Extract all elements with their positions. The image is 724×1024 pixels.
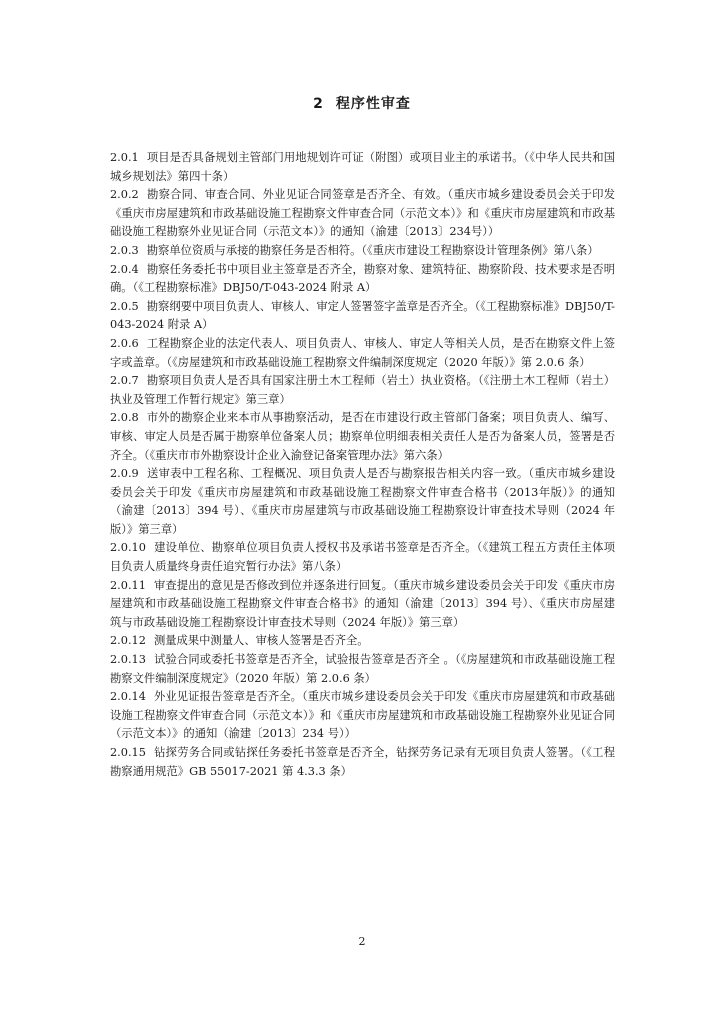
clause-code: 2.0.12 [110,634,146,648]
clause-text: 外业见证报告签章是否齐全。（重庆市城乡建设委员会关于印发《重庆市房屋建筑和市政基础设施工程勘察文件审查合同（示范文本）》和《重庆市房屋建筑和市政基础设施工程勘察外业见证合同（示范文本）》的通知（渝建〔2013〕234 号）） [110,690,615,741]
clause-text: 测量成果中测量人、审核人签署是否齐全。 [153,634,369,648]
clause-text: 送审表中工程名称、工程概况、项目负责人是否与勘察报告相关内容一致。（重庆市城乡建设委员会关于印发《重庆市房屋建筑和市政基础设施工程勘察文件审查合格书（2013年版）》的通知（渝建〔2013〕394 号）、《重庆市房屋建筑与市政基础设施工程勘察设计审查技术导则（2024 年版）》第三章） [110,467,615,536]
clause-text: 审查提出的意见是否修改到位并逐条进行回复。（重庆市城乡建设委员会关于印发《重庆市房屋建筑和市政基础设施工程勘察文件审查合格书》的通知（渝建〔2013〕394 号）、《重庆市房屋建筑与市政基础设施工程勘察设计审查技术导则（2024 年版）》第三章） [110,578,615,629]
clause-2-0-4 [110,261,615,298]
clause-code: 2.0.6 [110,336,139,350]
clause-text: 试验合同或委托书签章是否齐全，试验报告签章是否齐全 。（《房屋建筑和市政基础设施工程勘察文件编制深度规定》（2020 年版）第 2.0.6 条） [110,653,615,685]
section-number: 2 [313,96,324,112]
clause-2-0-5 [110,298,615,335]
page-number: 2 [358,935,366,948]
clause-code: 2.0.9 [110,467,139,481]
clause-code: 2.0.11 [110,578,146,592]
clause-code: 2.0.2 [110,188,139,202]
clause-text: 市外的勘察企业来本市从事勘察活动，是否在市建设行政主管部门备案；项目负责人、编写、审核、审定人员是否属于勘察单位备案人员；勘察单位明细表相关责任人是否为备案人员，签署是否齐全。（《重庆市市外勘察设计企业入渝登记备案管理办法》第六条） [110,411,615,462]
clause-2-0-12 [110,632,615,651]
clause-2-0-8 [110,409,615,465]
clause-text: 项目是否具备规划主管部门用地规划许可证（附图）或项目业主的承诺书。（《中华人民共和国城乡规划法》第四十条） [110,151,615,183]
clause-2-0-10 [110,539,615,576]
clause-2-0-11 [110,577,615,633]
clause-2-0-6 [110,335,615,372]
clause-2-0-2 [110,186,615,242]
clause-text: 钻探劳务合同或钻探任务委托书签章是否齐全，钻探劳务记录有无项目负责人签署。（《工程勘察通用规范》GB 55017-2021 第 4.3.3 条） [110,746,615,778]
clause-2-0-3 [110,242,615,261]
clause-code: 2.0.10 [110,541,146,555]
clause-code: 2.0.8 [110,411,139,425]
clause-2-0-9 [110,465,615,539]
clause-2-0-14 [110,688,615,744]
clause-2-0-1 [110,149,615,186]
clause-text: 勘察单位资质与承接的勘察任务是否相符。（《重庆市建设工程勘察设计管理条例》第八条） [146,243,599,257]
clause-text: 勘察任务委托书中项目业主签章是否齐全，勘察对象、建筑特征、勘察阶段、技术要求是否明确。（《工程勘察标准》DBJ50/T-043-2024 附录 A） [110,262,615,295]
clause-code: 2.0.4 [110,262,139,276]
clause-code: 2.0.13 [110,653,146,667]
clause-text: 勘察项目负责人是否具有国家注册土木工程师（岩土）执业资格。（《注册土木工程师（岩土）执业及管理工作暂行规定》第三章） [110,374,615,406]
clause-code: 2.0.3 [110,243,139,257]
section-title: 程序性审查 [335,96,411,112]
clause-text: 工程勘察企业的法定代表人、项目负责人、审核人、审定人等相关人员，是否在勘察文件上签字或盖章。（《房屋建筑和市政基础设施工程勘察文件编制深度规定（2020 年版）》第 2.0.6 条） [110,336,615,369]
clause-code: 2.0.14 [110,690,146,704]
clause-code: 2.0.5 [110,299,139,313]
clause-text: 勘察纲要中项目负责人、审核人、审定人签署签字盖章是否齐全。（《工程勘察标准》DBJ50/T-043-2024 附录 A） [110,299,615,332]
clause-text: 建设单位、勘察单位项目负责人授权书及承诺书签章是否齐全。（《建筑工程五方责任主体项目负责人质量终身责任追究暂行办法》第八条） [110,541,615,574]
clause-2-0-7 [110,372,615,409]
clause-text: 勘察合同、审查合同、外业见证合同签章是否齐全、有效。（重庆市城乡建设委员会关于印发《重庆市房屋建筑和市政基础设施工程勘察文件审查合同（示范文本）》和《重庆市房屋建筑和市政基础设施工程勘察外业见证合同（示范文本）》的通知（渝建〔2013〕234号）） [110,188,615,239]
clause-2-0-13 [110,651,615,688]
clause-code: 2.0.15 [110,746,146,759]
section-heading [0,93,724,113]
clause-code: 2.0.7 [110,374,139,388]
clause-2-0-15 [110,744,615,781]
clause-code: 2.0.1 [110,151,139,164]
section-body [110,149,615,781]
